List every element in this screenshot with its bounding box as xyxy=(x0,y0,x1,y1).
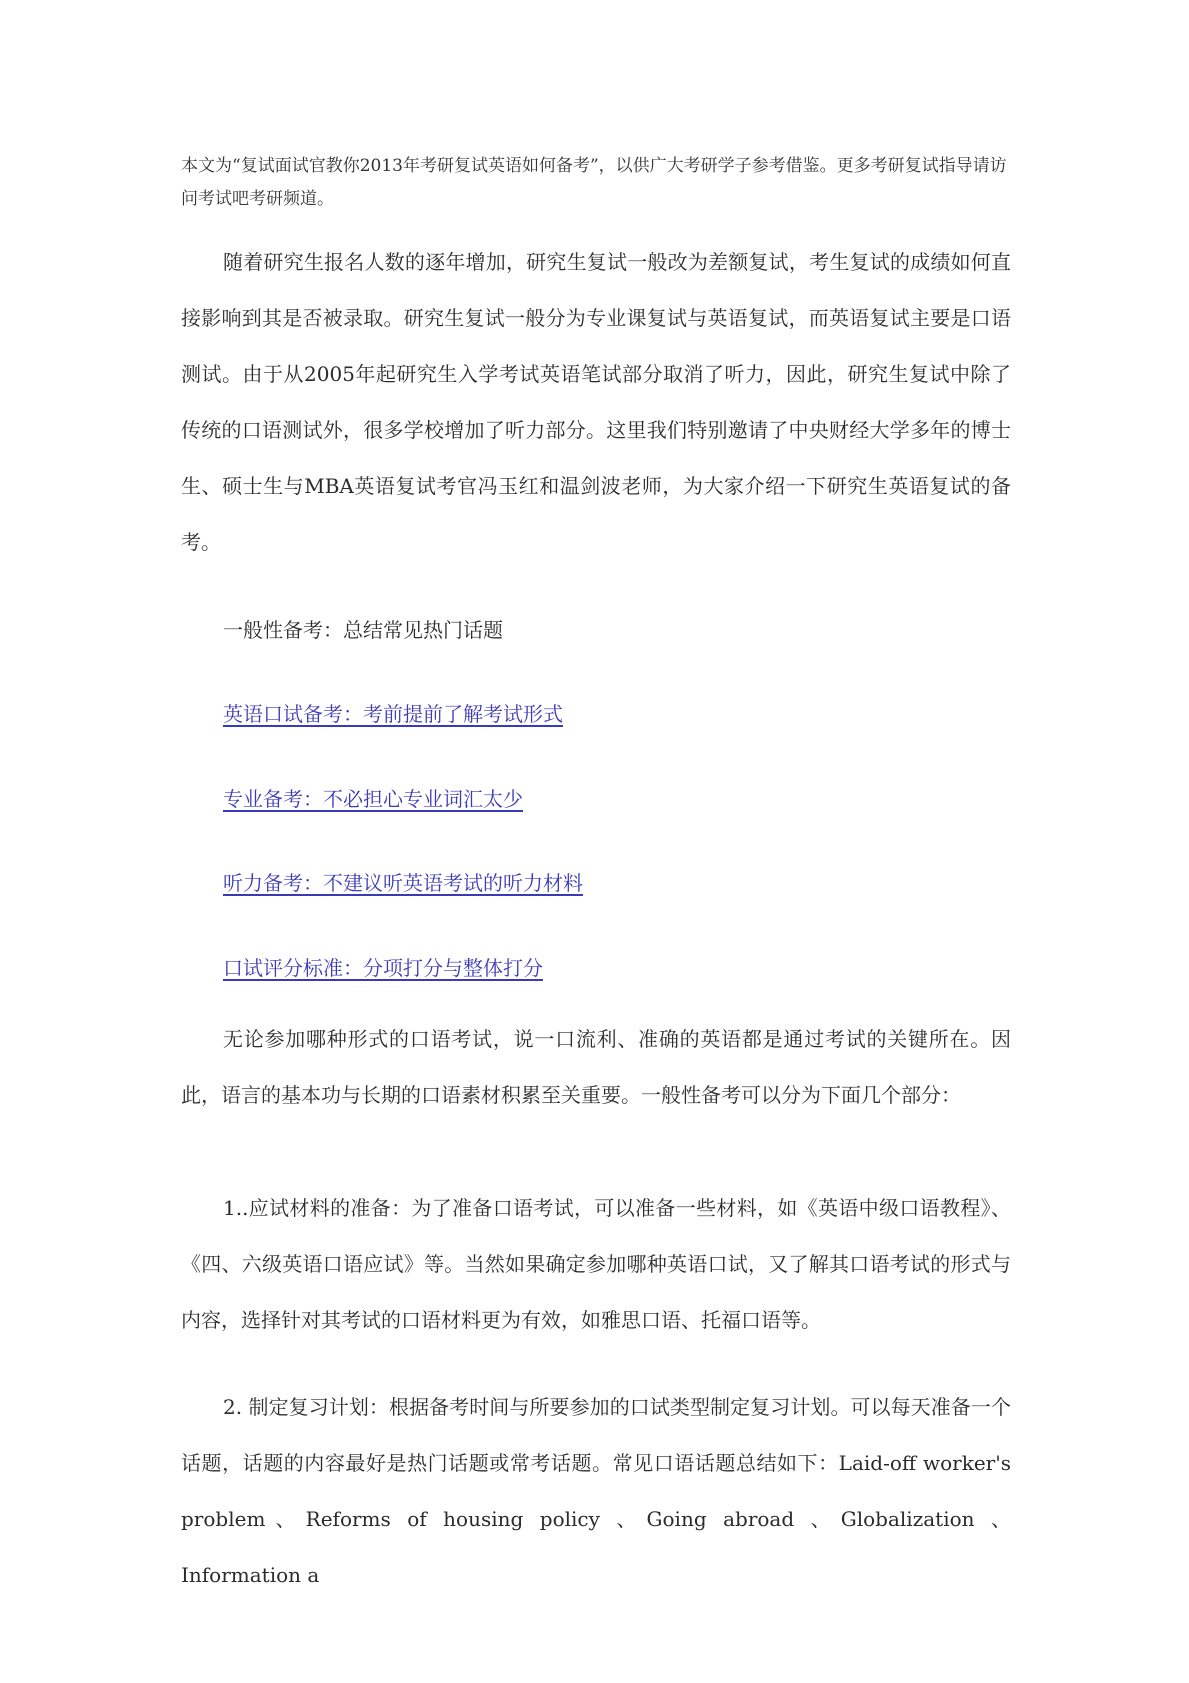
intro-paragraph: 本文为“复试面试官教你2013年考研复试英语如何备考”，以供广大考研学子参考借鉴。更多考研复试指导请访问考试吧考研频道。 xyxy=(181,156,1007,209)
link-scoring-criteria[interactable]: 口试评分标准：分项打分与整体打分 xyxy=(223,956,543,980)
link-listening-prep[interactable]: 听力备考：不建议听英语考试的听力材料 xyxy=(223,871,583,895)
paragraph-background: 随着研究生报名人数的逐年增加，研究生复试一般改为差额复试，考生复试的成绩如何直接影响到其是否被录取。研究生复试一般分为专业课复试与英语复试，而英语复试主要是口语测试。由于从2005年起研究生入学考试英语笔试部分取消了听力，因此，研究生复试中除了传统的口语测试外，很多学校增加了听力部分。这里我们特别邀请了中央财经大学多年的博士生、硕士生与MBA英语复试考官冯玉红和温剑波老师，为大家介绍一下研究生英语复试的备考。 xyxy=(181,250,1011,554)
paragraph-materials: 1..应试材料的准备：为了准备口语考试，可以准备一些材料，如《英语中级口语教程》、《四、六级英语口语应试》等。当然如果确定参加哪种英语口试，又了解其口语考试的形式与内容，选择针对其考试的口语材料更为有效，如雅思口语、托福口语等。 xyxy=(181,1196,1011,1332)
paragraph-review-plan: 2. 制定复习计划：根据备考时间与所要参加的口试类型制定复习计划。可以每天准备一个话题，话题的内容最好是热门话题或常考话题。常见口语话题总结如下：Laid-off worker's problem、Reforms of housing policy 、Going abroad 、Globalization 、Information a xyxy=(181,1395,1011,1587)
link-major-prep[interactable]: 专业备考：不必担心专业词汇太少 xyxy=(223,787,523,811)
link-oral-exam-prep[interactable]: 英语口试备考：考前提前了解考试形式 xyxy=(223,702,563,726)
paragraph-general-prep: 无论参加哪种形式的口语考试，说一口流利、准确的英语都是通过考试的关键所在。因此，语言的基本功与长期的口语素材积累至关重要。一般性备考可以分为下面几个部分： xyxy=(181,1027,1011,1107)
section-heading: 一般性备考：总结常见热门话题 xyxy=(223,618,503,642)
